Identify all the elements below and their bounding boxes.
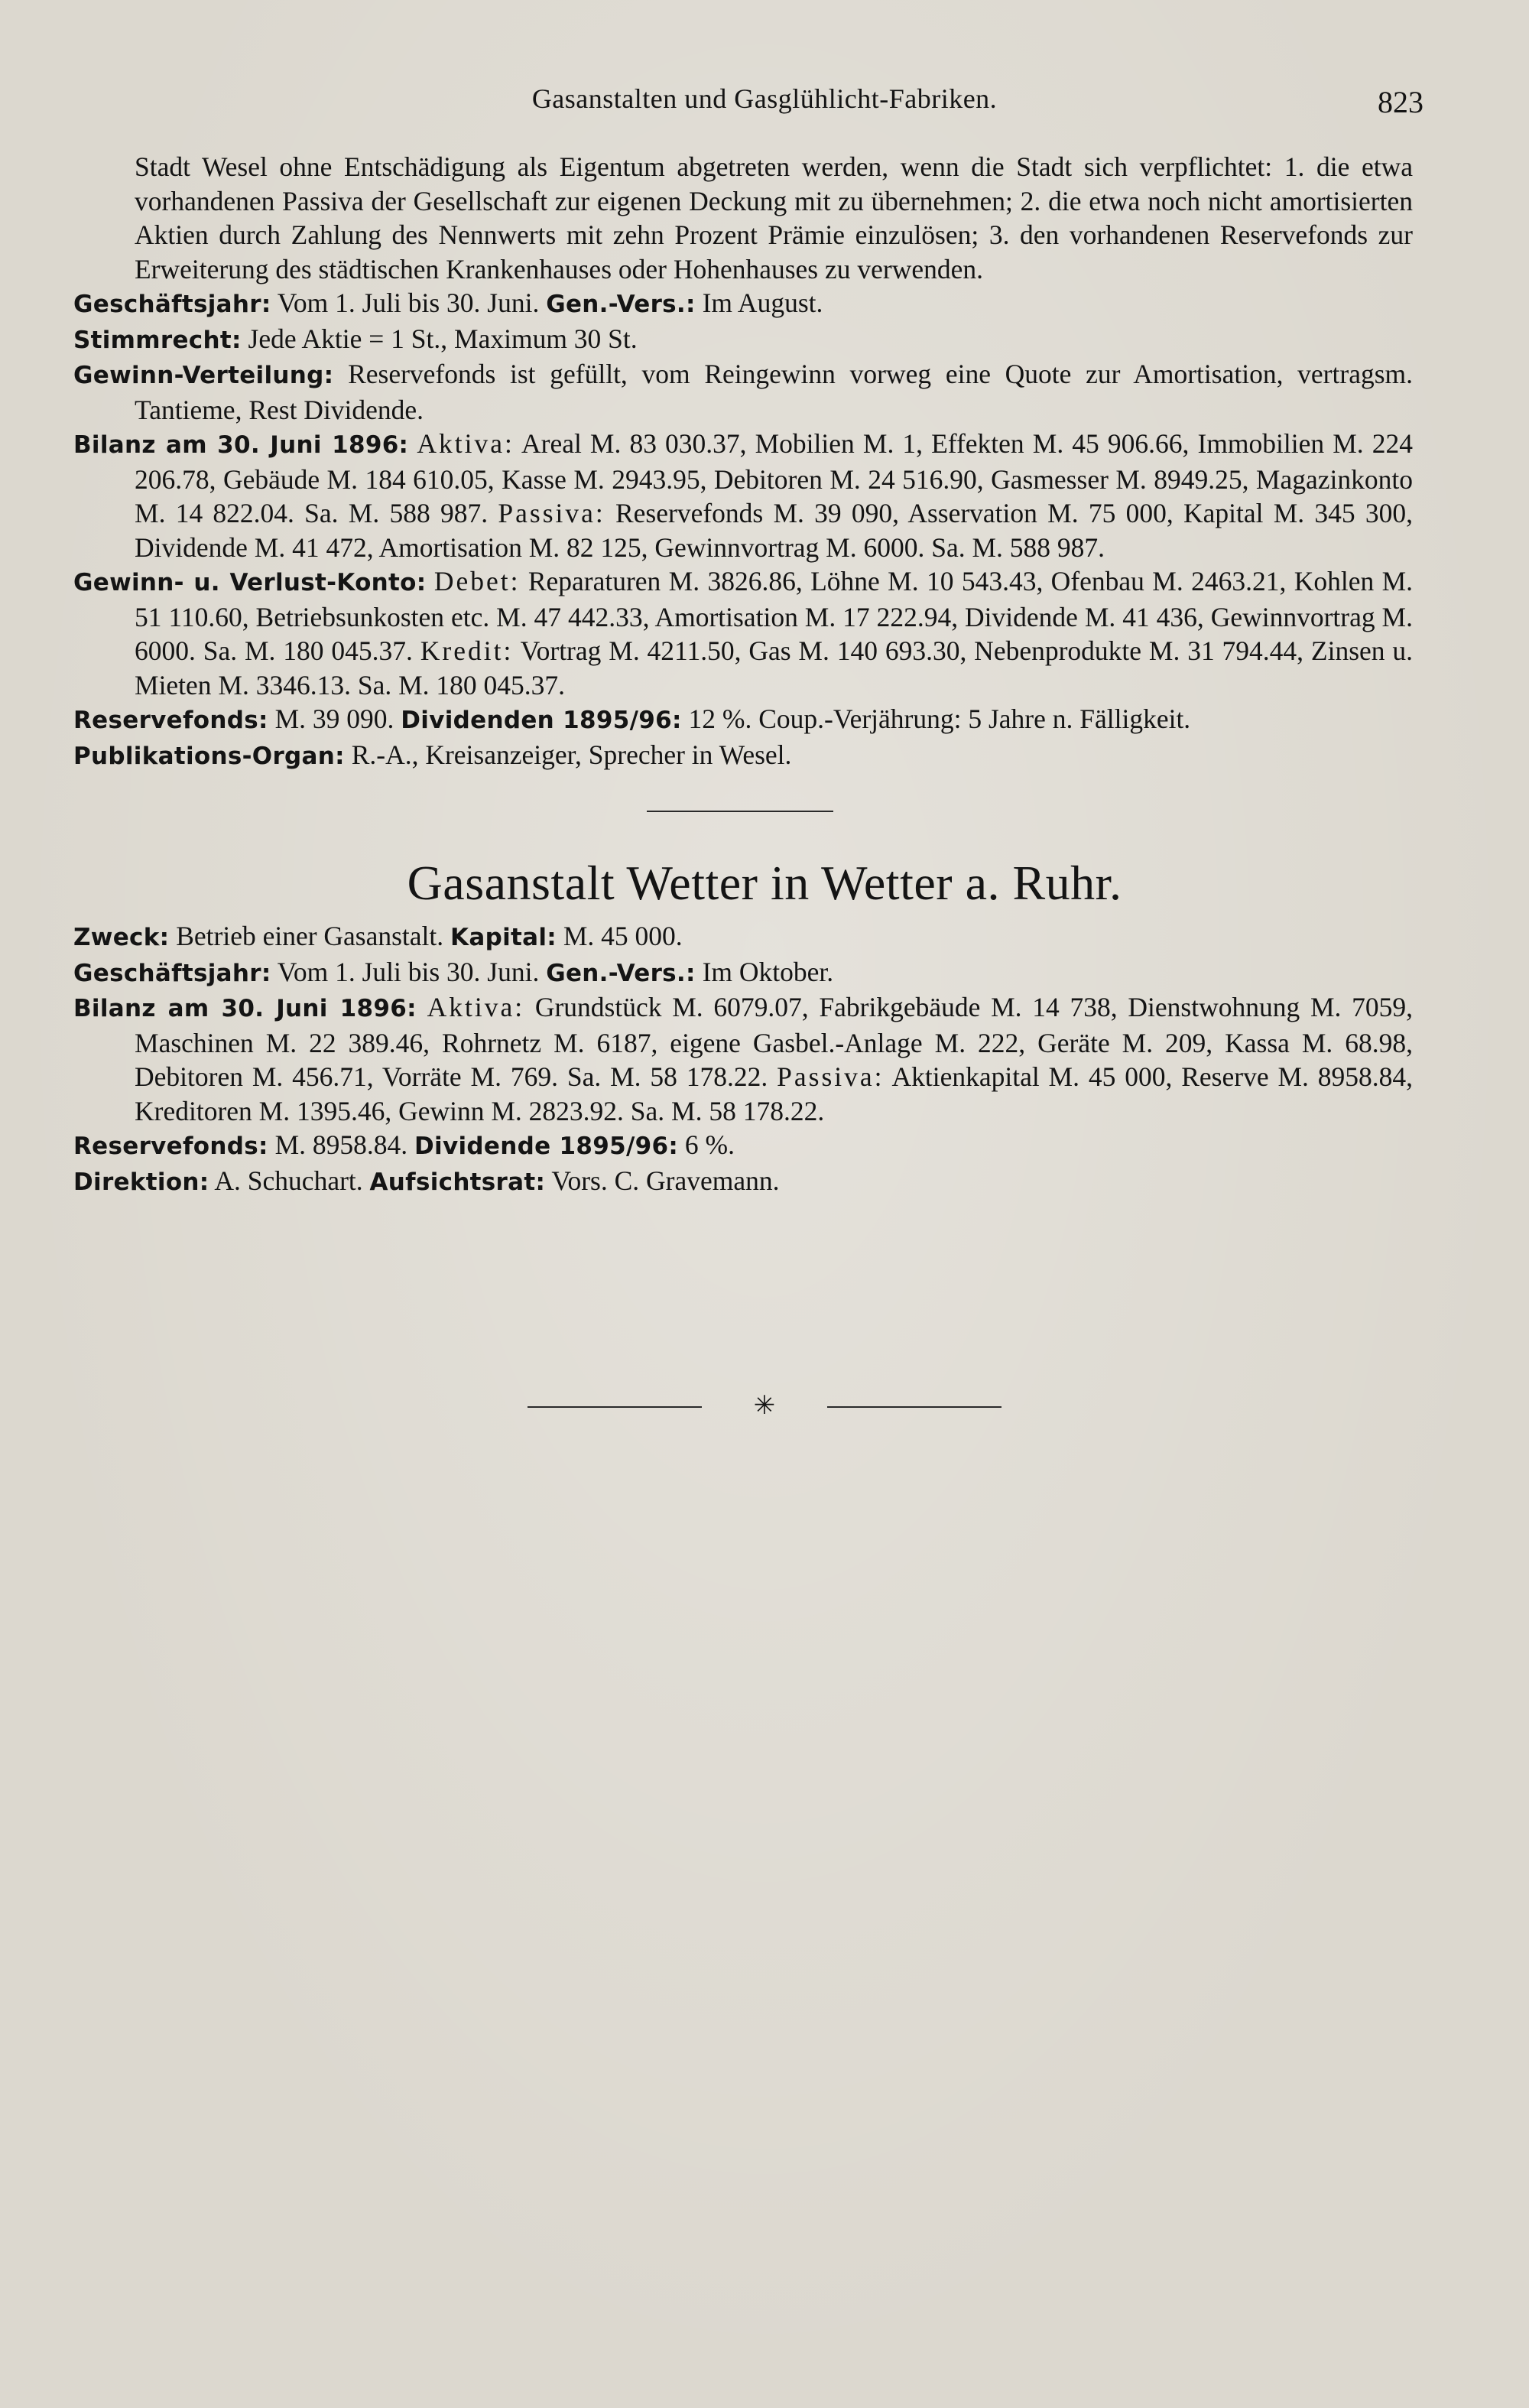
aufsichtsrat-text: Vors. C. Gravemann. [551, 1165, 780, 1196]
geschaeftsjahr-label: Geschäftsjahr: [73, 291, 271, 318]
direktion-text: A. Schuchart. [214, 1165, 363, 1196]
publikations-organ-text: R.-A., Kreisanzeiger, Sprecher in Wesel. [351, 739, 792, 770]
gen-vers-text-2: Im Oktober. [702, 956, 834, 987]
reservefonds-text: M. 39 090. [274, 704, 394, 734]
aktiva-label-2: Aktiva: [427, 992, 525, 1022]
direktion-label: Direktion: [73, 1168, 209, 1196]
running-head [0, 83, 1529, 128]
dividenden-text: 12 %. Coup.-Verjährung: 5 Jahre n. Fälligkeit. [688, 704, 1191, 734]
passiva-label-2: Passiva: [777, 1061, 885, 1092]
bilanz-paragraph [73, 427, 1413, 564]
section-divider [647, 811, 833, 812]
zweck-text: Betrieb einer Gasanstalt. [176, 921, 444, 951]
kapital-label: Kapital: [450, 924, 557, 951]
geschaeftsjahr-line-2 [73, 955, 1413, 991]
running-title: Gasanstalten und Gasglühlicht-Fabriken. [531, 83, 998, 114]
ornament-rule-right [827, 1406, 1001, 1408]
gewinn-verlust-paragraph [73, 564, 1413, 702]
passiva-text: Reservefonds M. 39 090, Asservation M. 75 000, Kapital M. 345 300, Dividende M. 41 472, Amortisation M. 82 125, Gewinnvortrag M. 6000. Sa. M. 588 987. [135, 498, 1413, 563]
reservefonds-label-2: Reservefonds: [73, 1133, 268, 1160]
stimmrecht-text: Jede Aktie = 1 St., Maximum 30 St. [248, 323, 638, 354]
kredit-text: Vortrag M. 4211.50, Gas M. 140 693.30, Nebenprodukte M. 31 794.44, Zinsen u. Mieten M. 3346.13. Sa. M. 180 045.37. [135, 635, 1414, 700]
publikations-organ-line [73, 738, 1413, 774]
reservefonds-line [73, 702, 1413, 738]
stimmrecht-line [73, 322, 1413, 358]
aufsichtsrat-label: Aufsichtsrat: [369, 1168, 546, 1196]
aktiva-text-2: Grundstück M. 6079.07, Fabrikgebäude M. 14 738, Dienstwohnung M. 7059, Maschinen M. 22 389.46, Rohrnetz M. 6187, eigene Gasbel.-Anlage M. 222, Geräte M. 209, Kassa M. 68.98, Debitoren M. 456.71, Vorräte M. 769. Sa. M. 58 178.22. [135, 992, 1413, 1092]
aktiva-label: Aktiva: [417, 428, 515, 459]
passiva-text-2: Aktienkapital M. 45 000, Reserve M. 8958.84, Kreditoren M. 1395.46, Gewinn M. 2823.92. Sa. M. 58 178.22. [135, 1061, 1414, 1126]
second-entry [73, 919, 1413, 1199]
intro-paragraph [73, 150, 1413, 286]
geschaeftsjahr-label-2: Geschäftsjahr: [73, 959, 271, 987]
intro-text: Stadt Wesel ohne Entschädigung als Eigentum abgetreten werden, wenn die Stadt sich verpflichtet: 1. die etwa vorhandenen Passiva der Gesellschaft zur eigenen Deckung mit zu übernehmen; 2. die etwa noch nicht amortisierten Aktien durch Zahlung des Nennwerts mit zehn Prozent Prämie einzulösen; 3. den vorhandenen Reservefonds zur Erweiterung des städtischen Krankenhauses oder Hohenhauses zu verwenden. [135, 151, 1413, 284]
kapital-text: M. 45 000. [563, 921, 683, 951]
stimmrecht-label: Stimmrecht: [73, 326, 242, 354]
zweck-line [73, 919, 1413, 955]
gen-vers-label: Gen.-Vers.: [546, 291, 696, 318]
geschaeftsjahr-text-2: Vom 1. Juli bis 30. Juni. [277, 956, 540, 987]
page-number: 823 [1378, 85, 1423, 119]
zweck-label: Zweck: [73, 924, 170, 951]
gen-vers-label-2: Gen.-Vers.: [546, 959, 696, 987]
gewinn-verlust-label: Gewinn- u. Verlust-Konto: [73, 569, 427, 596]
dividenden-label: Dividenden 1895/96: [401, 707, 682, 734]
debet-text: Reparaturen M. 3826.86, Löhne M. 10 543.43, Ofenbau M. 2463.21, Kohlen M. 51 110.60, Betriebsunkosten etc. M. 47 442.33, Amortisation M. 17 222.94, Dividende M. 41 436, Gewinnvortrag M. 6000. Sa. M. 180 045.37. [135, 566, 1414, 666]
publikations-organ-label: Publikations-Organ: [73, 742, 345, 770]
aktiva-text: Areal M. 83 030.37, Mobilien M. 1, Effekten M. 45 906.66, Immobilien M. 224 206.78, Gebäude M. 184 610.05, Kasse M. 2943.95, Debitoren M. 24 516.90, Gasmesser M. 8949.25, Magazinkonto M. 14 822.04. Sa. M. 588 987. [135, 428, 1413, 528]
bilanz-paragraph-2 [73, 990, 1413, 1128]
reservefonds-text-2: M. 8958.84. [274, 1129, 408, 1160]
bilanz-label-2: Bilanz am 30. Juni 1896: [73, 995, 417, 1022]
ornament-rule-left [528, 1406, 702, 1408]
reservefonds-label: Reservefonds: [73, 707, 268, 734]
passiva-label: Passiva: [498, 498, 605, 528]
kredit-label: Kredit: [420, 635, 514, 666]
first-entry [73, 150, 1413, 773]
end-ornament [528, 1392, 1001, 1422]
gewinn-verteilung-paragraph [73, 357, 1413, 427]
geschaeftsjahr-line [73, 286, 1413, 322]
bilanz-label: Bilanz am 30. Juni 1896: [73, 431, 409, 459]
gen-vers-text: Im August. [702, 288, 823, 318]
gewinn-verteilung-label: Gewinn-Verteilung: [73, 362, 334, 389]
direktion-line [73, 1164, 1413, 1200]
asterisk-icon: ✳ [753, 1390, 776, 1421]
dividende-text-2: 6 %. [684, 1129, 735, 1160]
geschaeftsjahr-text: Vom 1. Juli bis 30. Juni. [277, 288, 540, 318]
reservefonds-line-2 [73, 1128, 1413, 1164]
gewinn-verteilung-text: Reservefonds ist gefüllt, vom Reingewinn vorweg eine Quote zur Amortisation, vertragsm. Tantieme, Rest Dividende. [135, 359, 1413, 425]
dividende-label-2: Dividende 1895/96: [414, 1133, 679, 1160]
company-title: Gasanstalt Wetter in Wetter a. Ruhr. [407, 856, 1122, 910]
debet-label: Debet: [433, 566, 521, 596]
